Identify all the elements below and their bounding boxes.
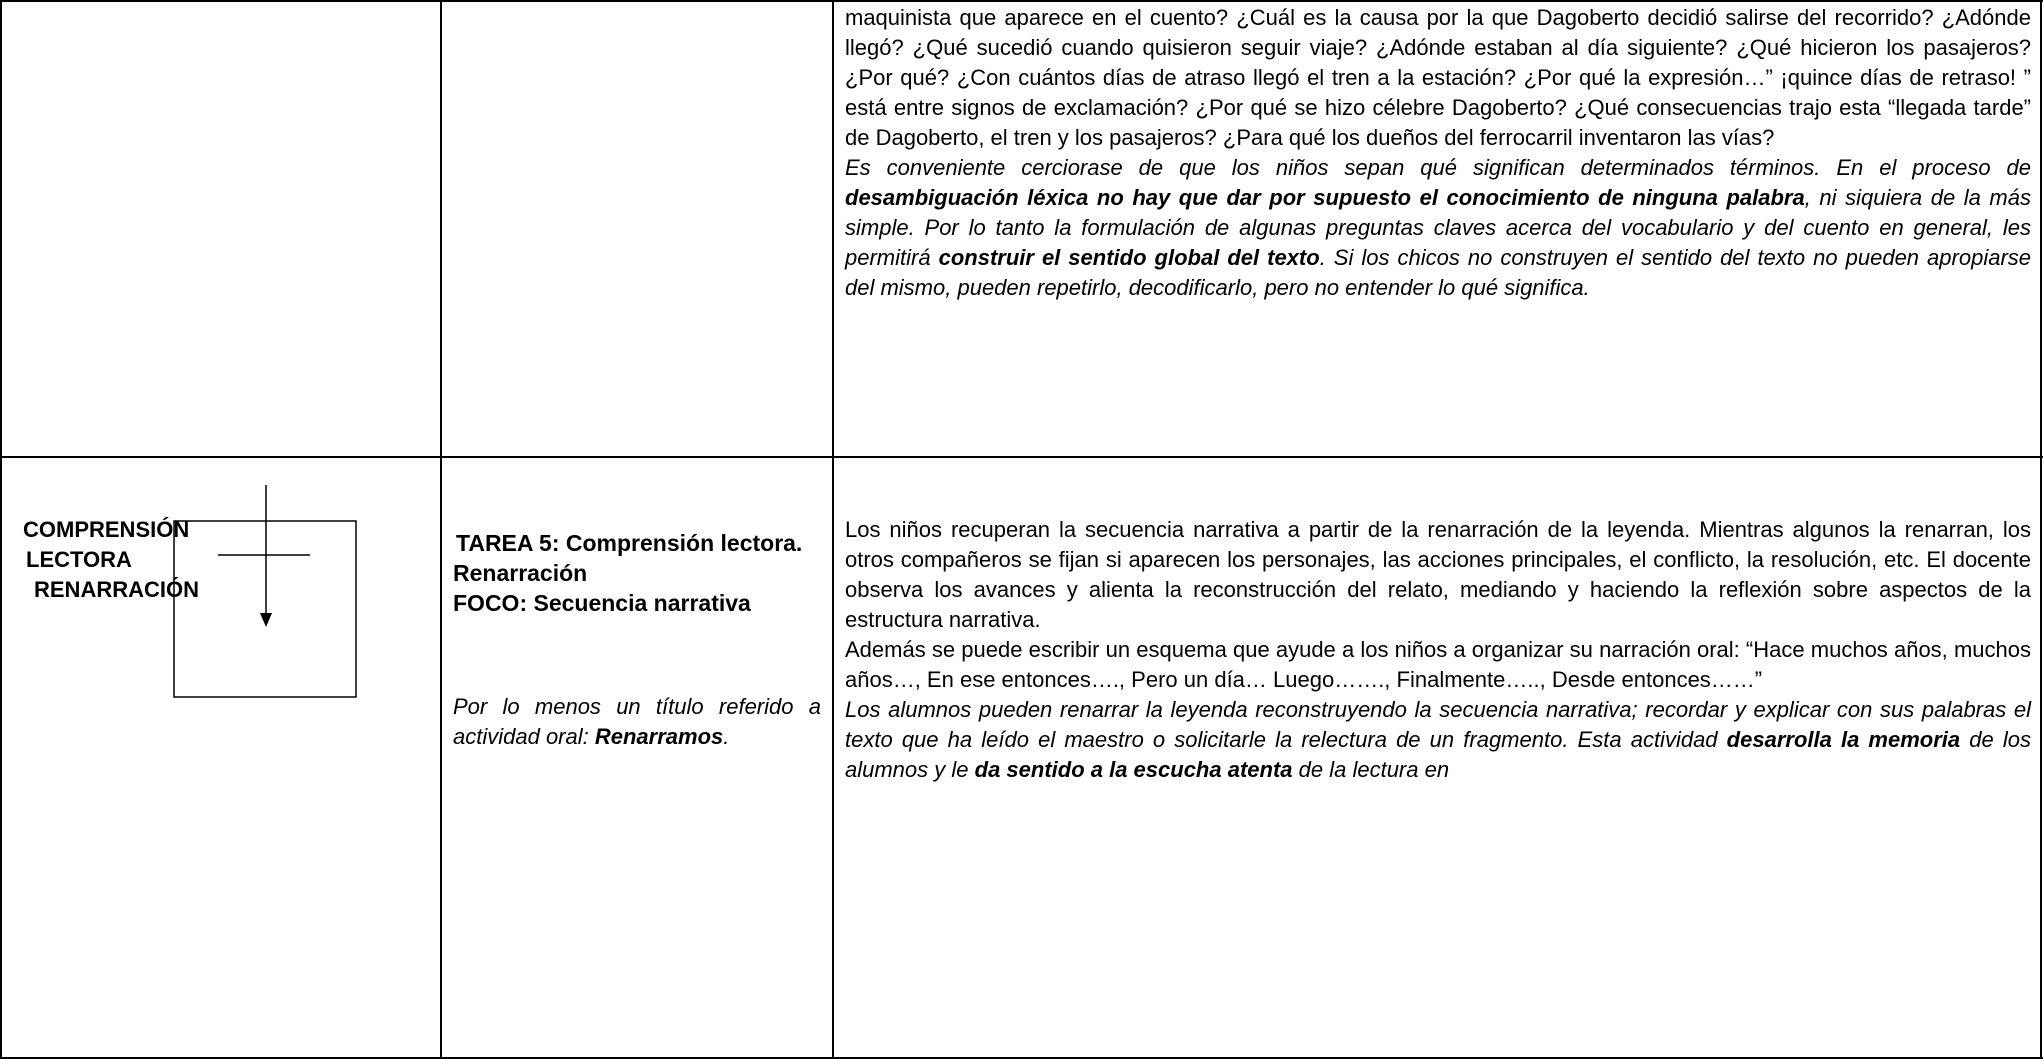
- question-paragraph: maquinista que aparece en el cuento? ¿Cuál es la causa por la que Dagoberto decidió salirse del recorrido? ¿Adónde llegó? ¿Qué sucedió cuando quisieron seguir viaje? ¿Adónde estaban al día siguiente? ¿Qué hicieron los pasajeros? ¿Por qué? ¿Con cuántos días de atraso llegó el tren a la estación? ¿Por qué la expresión…” ¡quince días de retraso! ” está entre signos de exclamación? ¿Por qué se hizo célebre Dagoberto? ¿Qué consecuencias trajo esta “llegada tarde” de Dagoberto, el tren y los pasajeros? ¿Para qué los dueños del ferrocarril inventaron las vías?: [845, 5, 2031, 150]
- activity-emphasis: desarrolla la memoria: [1726, 727, 1961, 752]
- note-text: , ni siquiera de la más simple. Por lo tanto la formulación de algunas preguntas claves acerca del vocabulario y del cuento en general, les permitirá: [845, 185, 2031, 270]
- activity-emphasis: da sentido a la escucha atenta: [974, 757, 1293, 782]
- activity-text: de la lectura en: [1292, 757, 1450, 782]
- top-right-cell: [845, 3, 2031, 303]
- table-column-divider-1: [440, 0, 442, 1059]
- label-line-1: COMPRENSIÓN: [23, 517, 190, 542]
- title-note-emphasis: Renarramos: [594, 724, 724, 749]
- diagram-arrowhead: [260, 613, 272, 627]
- table-row-divider: [0, 456, 2043, 458]
- sequence-diagram-icon: [170, 483, 360, 699]
- table-border-right: [2040, 0, 2042, 1059]
- bottom-right-cell: [845, 515, 2031, 785]
- task-title: TAREA 5: Comprensión lectora.: [456, 530, 803, 556]
- note-emphasis: construir el sentido global del texto: [938, 245, 1320, 270]
- task-cell: [453, 528, 821, 752]
- note-text: Es conveniente cerciorase de que los niños sepan qué significan determinados términos. En el proceso de: [845, 155, 2031, 180]
- task-subtitle: Renarración: [453, 560, 588, 586]
- note-emphasis: desambiguación léxica no hay que dar por supuesto el conocimiento de ninguna palabra: [845, 185, 1805, 210]
- body-paragraph-2: Además se puede escribir un esquema que ayude a los niños a organizar su narración oral: “Hace muchos años, muchos años…, En ese entonces…., Pero un día… Luego……., Finalmente….., Desde entonces……”: [845, 637, 2031, 692]
- table-border-left: [0, 0, 2, 1059]
- table-column-divider-2: [832, 0, 834, 1059]
- vocabulary-note: [845, 153, 2031, 303]
- note-text: . Si los chicos no construyen el sentido del texto no pueden apropiarse del mismo, pueden repetirlo, decodificarlo, pero no entender lo qué significa.: [845, 245, 2032, 300]
- task-focus: FOCO: Secuencia narrativa: [453, 590, 751, 616]
- activity-note: [845, 695, 2031, 785]
- activity-text: Los alumnos pueden renarrar la leyenda reconstruyendo la secuencia narrativa; recordar y explicar con sus palabras el texto que ha leído el maestro o solicitarle la relectura de un fragmento. Esta actividad: [845, 697, 2031, 752]
- title-note-text: Por lo menos un título referido a actividad oral:: [453, 694, 821, 749]
- label-line-2: LECTORA: [26, 547, 132, 572]
- table-top-border: [0, 0, 2043, 2]
- diagram-box: [174, 521, 356, 697]
- label-line-3: RENARRACIÓN: [34, 577, 199, 602]
- title-note: [453, 692, 821, 752]
- title-note-end: .: [723, 724, 730, 749]
- activity-text: de los alumnos y le: [845, 727, 2032, 782]
- body-paragraph-1: Los niños recuperan la secuencia narrativa a partir de la renarración de la leyenda. Mientras algunos la renarran, los otros compañeros se fijan si aparecen los personajes, las acciones principales, el conflicto, la resolución, etc. El docente observa los avances y alienta la reconstrucción del relato, mediando y haciendo la reflexión sobre aspectos de la estructura narrativa.: [845, 517, 2031, 632]
